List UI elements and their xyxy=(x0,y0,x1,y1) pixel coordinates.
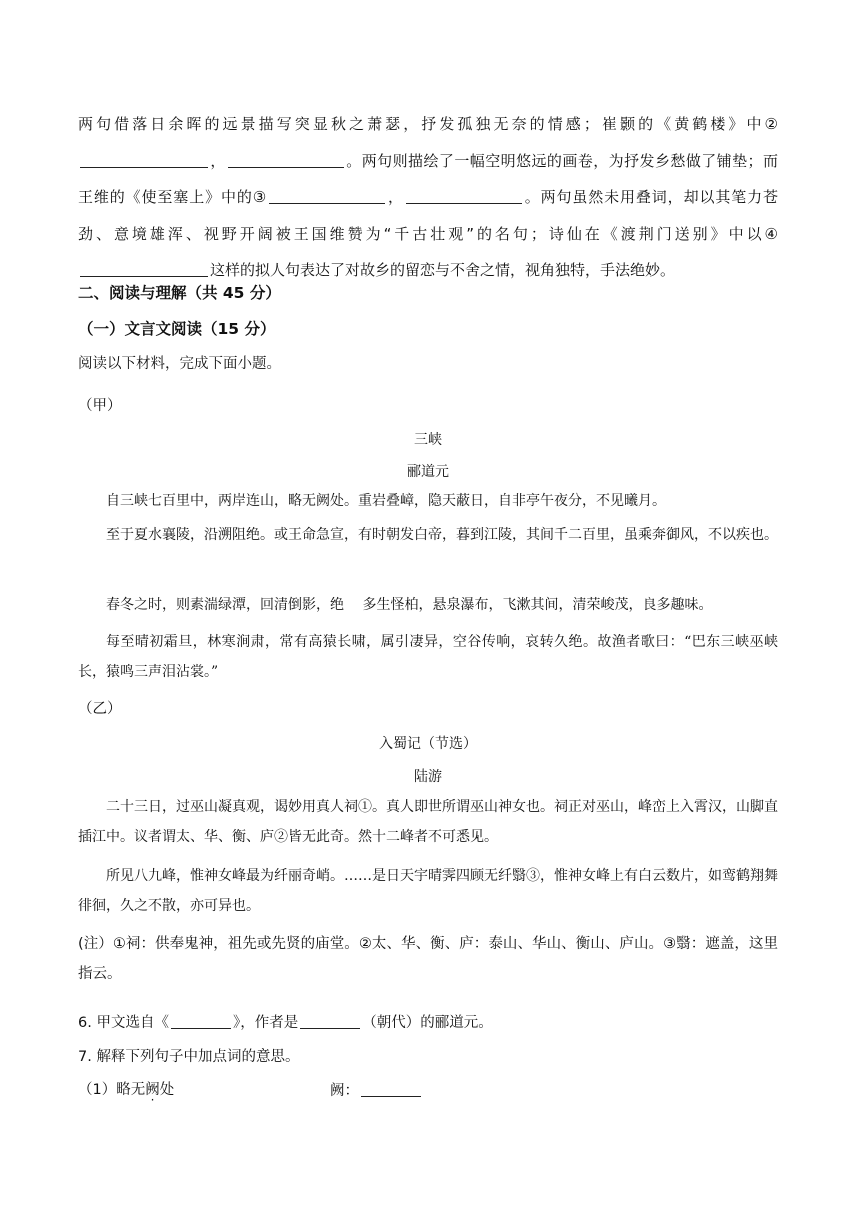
answer-blank[interactable] xyxy=(171,1010,231,1029)
passage-b-paragraph-1: 二十三日，过巫山凝真观，谒妙用真人祠①。真人即世所谓巫山神女也。祠正对巫山，峰峦上入霄汉，山脚直插江中。议者谓太、华、衡、庐②皆无此奇。然十二峰者不可悉 ·见。 xyxy=(78,793,778,852)
intro-text: ， xyxy=(210,151,226,170)
dotted-char: 悉 · xyxy=(456,829,470,845)
intro-text: 两句借落日余晖的远景描写突显秋之萧瑟，抒发孤独无奈的情感；崔颢的《黄鹤楼》中② xyxy=(78,115,778,133)
passage-b-paragraph-2: 所见八九峰，惟神女峰最为纤丽奇峭。……是日天宇晴霁四顾无纤翳③，惟神女峰上有白云数片，如鸾鹤翔舞徘徊，久之不散，亦可异也。 xyxy=(78,868,778,914)
answer-blank[interactable] xyxy=(228,149,344,168)
passage-a-paragraph-2: 至于夏水襄陵，沿溯阻绝。或王命急宣，有时朝发白帝，暮到江陵，其间千二百里，虽乘 ·奔御风，不以疾也。 xyxy=(78,521,778,551)
dotted-char: 乘 · xyxy=(638,527,652,543)
passage-label-b: （乙） xyxy=(78,701,122,717)
passage-b-title: 入蜀记（节选） xyxy=(379,736,477,752)
poetry-fill-paragraph xyxy=(78,106,778,289)
section-heading: 二、阅读与理解（共 45 分） xyxy=(78,284,281,302)
intro-text: 这样的拟人句表达了对故乡的留恋与不舍之情，视角独特，手法绝妙。 xyxy=(210,261,676,279)
subsection-heading: （一）文言文阅读（15 分） xyxy=(78,320,276,338)
answer-blank[interactable] xyxy=(361,1078,421,1097)
passage-a-paragraph-4: 每至晴初霜旦，林寒涧肃，常有高猿长啸，属引凄异，空谷传响，哀转久绝。故渔者歌曰：“巴东三峡巫峡长，猿鸣三声泪沾裳。” xyxy=(78,634,778,680)
question-7-item-1: （1）略无阙处 xyxy=(78,1082,175,1098)
answer-blank[interactable] xyxy=(406,185,522,204)
passage-label-a: （甲） xyxy=(78,398,122,414)
passage-a-title: 三峡 xyxy=(414,432,442,448)
instruction: 阅读以下材料，完成下面小题。 xyxy=(78,356,281,372)
answer-blank[interactable] xyxy=(269,185,385,204)
answer-blank[interactable] xyxy=(80,258,208,277)
dotted-char: 阙 xyxy=(145,1082,160,1098)
passage-a-author: 郦道元 xyxy=(407,464,449,480)
question-6: 6. 甲文选自《 》，作者是 （朝代）的郦道元。 xyxy=(78,1010,493,1032)
intro-text: ， xyxy=(387,188,404,206)
passage-a-paragraph-3: 春冬之时，则素湍绿潭，回清倒影，绝 多生怪柏，悬泉瀑布，飞漱其间，清荣峻茂，良多趣味。 xyxy=(106,597,713,613)
question-7: 7. 解释下列句子中加点词的意思。 xyxy=(78,1049,300,1065)
annotation-note: (注）①祠：供奉鬼神，祖先或先贤的庙堂。②太、华、衡、庐：泰山、华山、衡山、庐山。③翳：遮盖，这里指云。 xyxy=(78,936,778,982)
intro-text: 。两句则描绘了一幅空明悠远的画卷，为抒发乡愁做了铺垫；而王维的《使至塞上》中的③ xyxy=(78,151,778,206)
passage-b-author: 陆游 xyxy=(414,769,442,785)
passage-a-paragraph-1: 自三峡七百里中，两岸连山，略无阙处。重岩叠嶂，隐天蔽日，自非亭午夜分，不见曦月。 xyxy=(106,493,666,509)
answer-blank[interactable] xyxy=(80,149,208,168)
answer-blank[interactable] xyxy=(300,1010,360,1029)
intro-text: 。两句虽然未用叠词，却以其笔力苍劲、意境雄浑、视野开阔被王国维赞为“千古壮观”的名句；诗仙在《渡荆门送别》中以④ xyxy=(78,188,778,243)
question-7-item-1-answer: 阙： xyxy=(330,1078,423,1100)
